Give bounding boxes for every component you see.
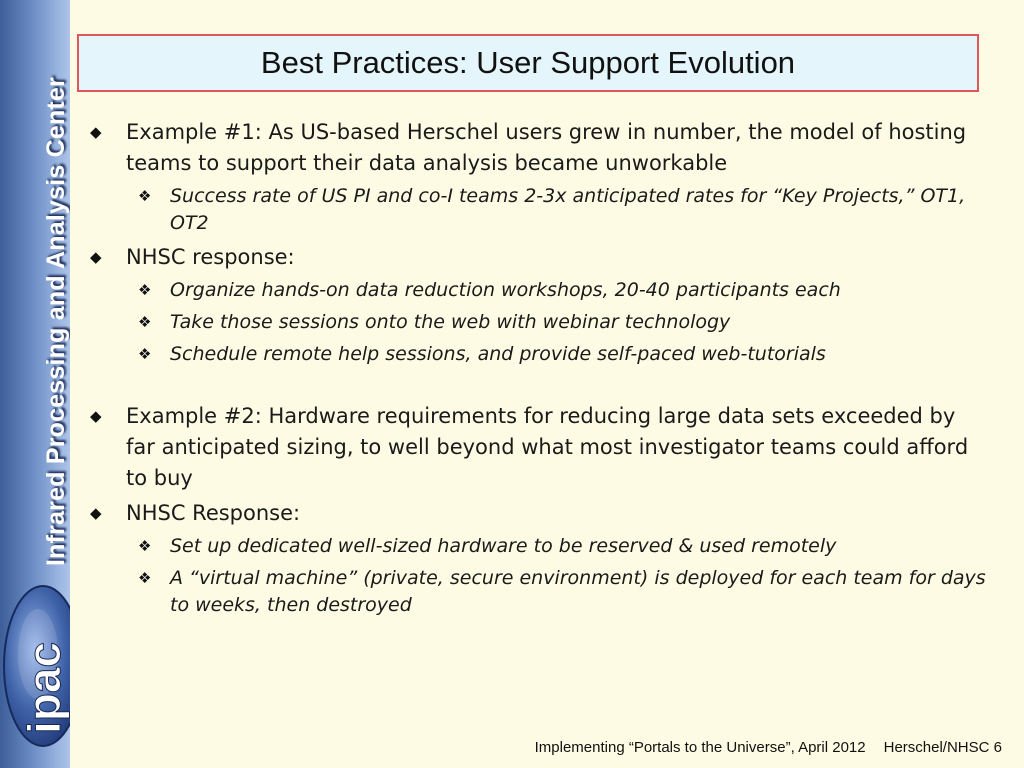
sidebar bbox=[0, 0, 70, 768]
list-item bbox=[90, 242, 990, 273]
list-item bbox=[90, 498, 990, 529]
list-item-text: Success rate of US PI and co-I teams 2-3x anticipated rates for “Key Projects,” OT1, OT2 bbox=[170, 185, 966, 234]
list-item-text: Example #1: As US-based Herschel users grew in number, the model of hosting teams to support their data analysis became unworkable bbox=[126, 120, 967, 175]
list-item-text: Organize hands-on data reduction workshops, 20-40 participants each bbox=[170, 279, 841, 301]
clover-bullet-icon: ❖ bbox=[138, 313, 152, 331]
ipac-logo-text: ipac bbox=[18, 641, 70, 734]
list-item-text: A “virtual machine” (private, secure environment) is deployed for each team for days to weeks, then destroyed bbox=[170, 567, 986, 616]
list-item bbox=[90, 183, 990, 237]
clover-bullet-icon: ❖ bbox=[138, 537, 152, 555]
diamond-bullet-icon: ◆ bbox=[90, 504, 102, 522]
list-item-text: Schedule remote help sessions, and provide self-paced web-tutorials bbox=[170, 343, 826, 365]
list-item bbox=[90, 341, 990, 368]
list-item bbox=[90, 533, 990, 560]
list-item bbox=[90, 117, 990, 179]
diamond-bullet-icon: ◆ bbox=[90, 248, 102, 266]
slide-title: Best Practices: User Support Evolution bbox=[260, 45, 796, 80]
list-item bbox=[90, 565, 990, 619]
clover-bullet-icon: ❖ bbox=[138, 281, 152, 299]
list-item-text: Set up dedicated well-sized hardware to be reserved & used remotely bbox=[170, 535, 837, 557]
list-item-text: NHSC Response: bbox=[126, 501, 301, 525]
list-item bbox=[90, 401, 990, 494]
spacer bbox=[90, 373, 990, 401]
clover-bullet-icon: ❖ bbox=[138, 569, 152, 587]
footer bbox=[535, 739, 1002, 756]
footer-left: Implementing “Portals to the Universe”, April 2012 bbox=[534, 739, 866, 756]
bullet-list bbox=[90, 117, 990, 624]
ipac-logo bbox=[2, 584, 70, 748]
footer-right: Herschel/NHSC 6 bbox=[883, 739, 1002, 756]
title-box bbox=[77, 34, 979, 92]
diamond-bullet-icon: ◆ bbox=[90, 123, 102, 141]
list-item-text: Take those sessions onto the web with webinar technology bbox=[170, 311, 731, 333]
diamond-bullet-icon: ◆ bbox=[90, 407, 102, 425]
clover-bullet-icon: ❖ bbox=[138, 345, 152, 363]
sidebar-vertical-text: Infrared Processing and Analysis Center bbox=[42, 77, 70, 566]
list-item bbox=[90, 309, 990, 336]
list-item-text: NHSC response: bbox=[126, 245, 295, 269]
list-item-text: Example #2: Hardware requirements for reducing large data sets exceeded by far anticipated sizing, to well beyond what most investigator teams could afford to buy bbox=[126, 404, 969, 490]
list-item bbox=[90, 277, 990, 304]
clover-bullet-icon: ❖ bbox=[138, 187, 152, 205]
